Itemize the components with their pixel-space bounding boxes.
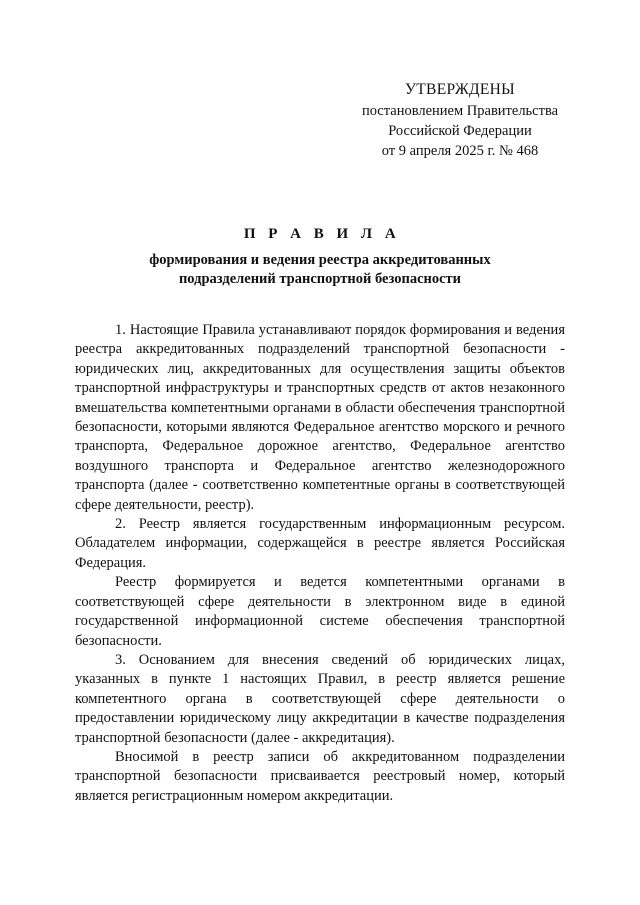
approval-line-1: постановлением Правительства xyxy=(361,103,559,119)
subtitle-line-2: подразделений транспортной безопасности xyxy=(178,271,462,287)
approval-line-2: Российской Федерации xyxy=(388,123,532,139)
subtitle-line-1: формирования и ведения реестра аккредитованных xyxy=(149,252,491,268)
paragraph-4: 3. Основанием для внесения сведений об юридических лицах, указанных в пункте 1 настоящих Правил, в реестр является решение компетентного органа в соответствующей сфере деятельности о предоставлении юридическому лицу аккредитации в качестве подразделения транспортной безопасности (далее - аккредитация). xyxy=(75,651,565,746)
document-subtitle xyxy=(120,251,520,289)
approval-stamp xyxy=(340,80,580,161)
paragraph-3: Реестр формируется и ведется компетентными органами в соответствующей сфере деятельности в электронном виде в единой государственной информационной системе обеспечения транспортной безопасности. xyxy=(75,574,565,649)
approval-line-3: от 9 апреля 2025 г. № 468 xyxy=(381,143,539,159)
paragraph-1: 1. Настоящие Правила устанавливают порядок формирования и ведения реестра аккредитованных подразделений транспортной безопасности - юридических лиц, аккредитованных для осуществления защиты объектов транспортной инфраструктуры и транспортных средств от актов незаконного вмешательства компетентными органами в области обеспечения транспортной безопасности, которыми являются Федеральное агентство морского и речного транспорта, Федеральное дорожное агентство, Федеральное агентство воздушного транспорта и Федеральное агентство железнодорожного транспорта (далее - соответственно компетентные органы в соответствующей сфере деятельности, реестр). xyxy=(75,322,565,513)
document-body xyxy=(75,321,565,806)
document-title: П Р А В И Л А xyxy=(243,226,401,242)
approval-title: УТВЕРЖДЕНЫ xyxy=(405,81,515,98)
paragraph-2: 2. Реестр является государственным информационным ресурсом. Обладателем информации, содержащейся в реестре является Российская Федерация. xyxy=(75,516,565,571)
paragraph-5: Вносимой в реестр записи об аккредитованном подразделении транспортной безопасности присваивается реестровый номер, который является регистрационным номером аккредитации. xyxy=(75,748,565,804)
